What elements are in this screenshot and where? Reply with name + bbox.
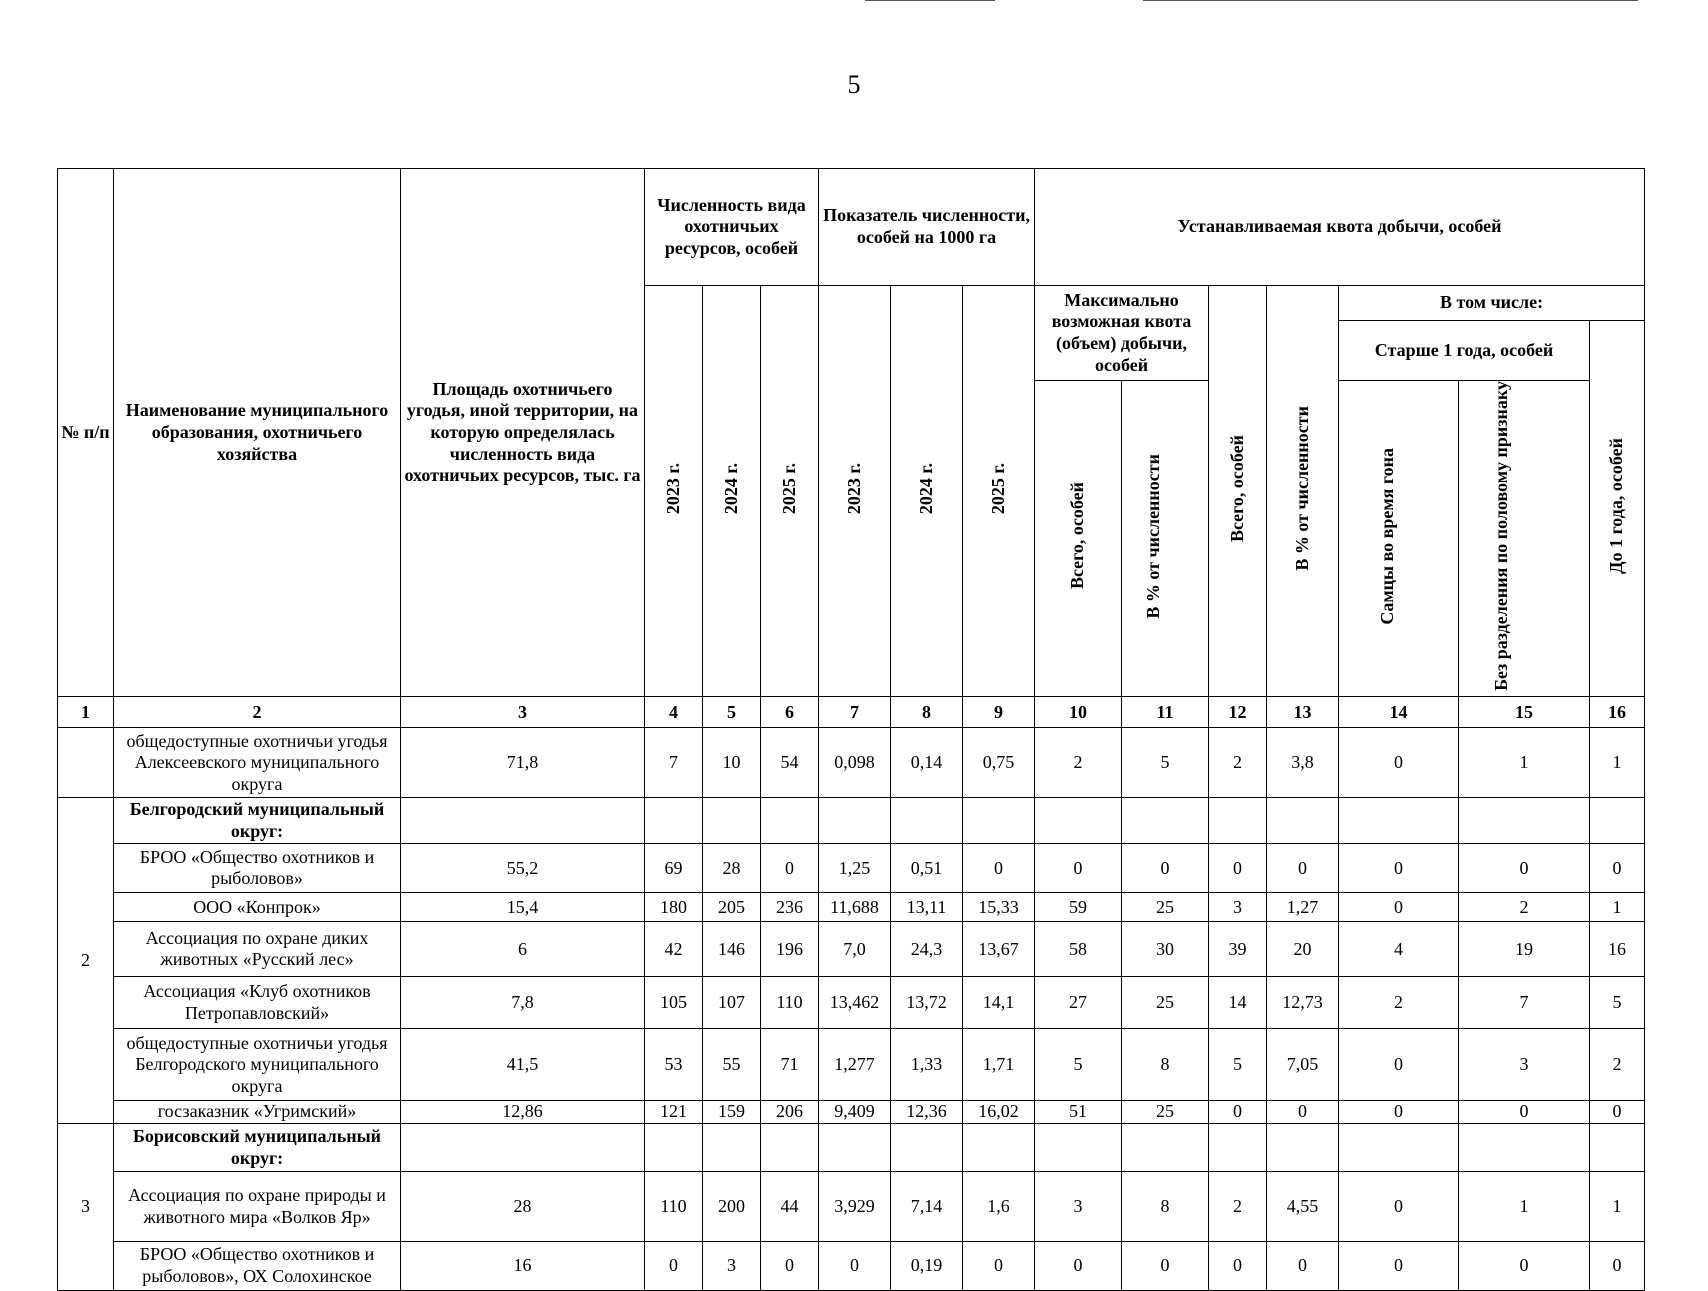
- area-cell: 6: [401, 922, 645, 977]
- count-2025-cell: 0: [761, 1242, 819, 1291]
- col-header-density-2024: 2024 г.: [891, 286, 963, 697]
- col-num: 16: [1590, 697, 1645, 728]
- density-2023-cell: 1,25: [819, 844, 891, 893]
- col-num: 13: [1267, 697, 1339, 728]
- density-2023-cell: 13,462: [819, 977, 891, 1029]
- count-2025-cell: 0: [761, 844, 819, 893]
- density-2025-cell: 0: [963, 844, 1035, 893]
- density-2023-cell: 9,409: [819, 1101, 891, 1124]
- count-2024-cell: 55: [703, 1029, 761, 1101]
- col-header-total: Всего, особей: [1209, 286, 1267, 697]
- total-cell: 0: [1209, 1242, 1267, 1291]
- area-cell: 28: [401, 1172, 645, 1242]
- area-cell: 55,2: [401, 844, 645, 893]
- nosex-cell: 1: [1459, 728, 1590, 798]
- section-heading: Белгородский муниципальный округ:: [114, 798, 401, 844]
- males-cell: 0: [1339, 1101, 1459, 1124]
- col-num: 9: [963, 697, 1035, 728]
- entity-name: БРОО «Общество охотников и рыболовов»: [114, 844, 401, 893]
- col-num: 4: [645, 697, 703, 728]
- max-pct-cell: 25: [1122, 893, 1209, 922]
- max-total-cell: 2: [1035, 728, 1122, 798]
- pct-cell: 0: [1267, 1242, 1339, 1291]
- column-number-row: [58, 697, 1645, 728]
- max-total-cell: 0: [1035, 844, 1122, 893]
- density-2023-cell: 0: [819, 1242, 891, 1291]
- max-pct-cell: 25: [1122, 977, 1209, 1029]
- table-row: [58, 922, 1645, 977]
- density-2024-cell: 0,14: [891, 728, 963, 798]
- pct-cell: 1,27: [1267, 893, 1339, 922]
- density-2024-cell: 12,36: [891, 1101, 963, 1124]
- count-2024-cell: 159: [703, 1101, 761, 1124]
- count-2025-cell: 44: [761, 1172, 819, 1242]
- under1-cell: 0: [1590, 1101, 1645, 1124]
- pct-cell: 4,55: [1267, 1172, 1339, 1242]
- density-2025-cell: 14,1: [963, 977, 1035, 1029]
- max-total-cell: 59: [1035, 893, 1122, 922]
- nosex-cell: 3: [1459, 1029, 1590, 1101]
- max-pct-cell: 30: [1122, 922, 1209, 977]
- density-2024-cell: 0,19: [891, 1242, 963, 1291]
- row-number-cell: 3: [58, 1124, 114, 1291]
- entity-name: Ассоциация «Клуб охотников Петропавловский»: [114, 977, 401, 1029]
- top-rule-right: [1143, 0, 1638, 1]
- total-cell: 3: [1209, 893, 1267, 922]
- table-row: [58, 1101, 1645, 1124]
- count-2023-cell: 7: [645, 728, 703, 798]
- entity-name: общедоступные охотничьи угодья Алексеевского муниципального округа: [114, 728, 401, 798]
- table-row: [58, 977, 1645, 1029]
- nosex-cell: 0: [1459, 1242, 1590, 1291]
- total-cell: 5: [1209, 1029, 1267, 1101]
- col-header-quota: Устанавливаемая квота добычи, особей: [1035, 169, 1645, 286]
- max-total-cell: 3: [1035, 1172, 1122, 1242]
- count-2025-cell: 54: [761, 728, 819, 798]
- max-pct-cell: 8: [1122, 1029, 1209, 1101]
- total-cell: 2: [1209, 1172, 1267, 1242]
- max-pct-cell: 5: [1122, 728, 1209, 798]
- under1-cell: 1: [1590, 728, 1645, 798]
- col-header-no: № п/п: [58, 169, 114, 697]
- males-cell: 0: [1339, 1029, 1459, 1101]
- max-total-cell: 51: [1035, 1101, 1122, 1124]
- density-2023-cell: 3,929: [819, 1172, 891, 1242]
- density-2024-cell: 7,14: [891, 1172, 963, 1242]
- density-2025-cell: 0,75: [963, 728, 1035, 798]
- pct-cell: 0: [1267, 844, 1339, 893]
- density-2025-cell: 1,71: [963, 1029, 1035, 1101]
- density-2023-cell: 0,098: [819, 728, 891, 798]
- col-num: 12: [1209, 697, 1267, 728]
- density-2025-cell: 16,02: [963, 1101, 1035, 1124]
- max-total-cell: 0: [1035, 1242, 1122, 1291]
- max-total-cell: 5: [1035, 1029, 1122, 1101]
- table-row: [58, 1029, 1645, 1101]
- total-cell: 0: [1209, 844, 1267, 893]
- max-pct-cell: 0: [1122, 1242, 1209, 1291]
- table-row: [58, 1124, 1645, 1172]
- under1-cell: 16: [1590, 922, 1645, 977]
- max-pct-cell: 25: [1122, 1101, 1209, 1124]
- count-2023-cell: 121: [645, 1101, 703, 1124]
- under1-cell: 5: [1590, 977, 1645, 1029]
- col-header-max-pct: В % от численности: [1122, 381, 1209, 697]
- count-2023-cell: 0: [645, 1242, 703, 1291]
- count-2024-cell: 107: [703, 977, 761, 1029]
- count-2023-cell: 105: [645, 977, 703, 1029]
- entity-name: БРОО «Общество охотников и рыболовов», ОХ Солохинское: [114, 1242, 401, 1291]
- col-num: 5: [703, 697, 761, 728]
- max-total-cell: 58: [1035, 922, 1122, 977]
- under1-cell: 1: [1590, 1172, 1645, 1242]
- col-header-density: Показатель численности, особей на 1000 га: [819, 169, 1035, 286]
- pct-cell: 0: [1267, 1101, 1339, 1124]
- col-header-max-total: Всего, особей: [1035, 381, 1122, 697]
- col-header-under1: До 1 года, особей: [1590, 321, 1645, 697]
- area-cell: 71,8: [401, 728, 645, 798]
- col-num: 1: [58, 697, 114, 728]
- pct-cell: 7,05: [1267, 1029, 1339, 1101]
- col-num: 3: [401, 697, 645, 728]
- count-2023-cell: 110: [645, 1172, 703, 1242]
- entity-name: Ассоциация по охране диких животных «Русский лес»: [114, 922, 401, 977]
- area-cell: 12,86: [401, 1101, 645, 1124]
- table-row: [58, 1242, 1645, 1291]
- table-row: [58, 1172, 1645, 1242]
- males-cell: 4: [1339, 922, 1459, 977]
- under1-cell: 0: [1590, 844, 1645, 893]
- col-header-pct: В % от численности: [1267, 286, 1339, 697]
- entity-name: общедоступные охотничьи угодья Белгородского муниципального округа: [114, 1029, 401, 1101]
- max-pct-cell: 8: [1122, 1172, 1209, 1242]
- count-2023-cell: 69: [645, 844, 703, 893]
- density-2025-cell: 0: [963, 1242, 1035, 1291]
- count-2024-cell: 200: [703, 1172, 761, 1242]
- count-2023-cell: 180: [645, 893, 703, 922]
- density-2025-cell: 1,6: [963, 1172, 1035, 1242]
- density-2024-cell: 13,72: [891, 977, 963, 1029]
- page-number: 5: [847, 70, 861, 99]
- row-number-cell: 2: [58, 798, 114, 1124]
- col-num: 11: [1122, 697, 1209, 728]
- area-cell: 15,4: [401, 893, 645, 922]
- col-num: 6: [761, 697, 819, 728]
- count-2024-cell: 3: [703, 1242, 761, 1291]
- count-2025-cell: 196: [761, 922, 819, 977]
- top-rule-left: [865, 0, 995, 1]
- pct-cell: 20: [1267, 922, 1339, 977]
- col-header-density-2023: 2023 г.: [819, 286, 891, 697]
- col-header-males: Самцы во время гона: [1339, 381, 1459, 697]
- entity-name: Ассоциация по охране природы и животного мира «Волков Яр»: [114, 1172, 401, 1242]
- count-2023-cell: 53: [645, 1029, 703, 1101]
- col-header-older: Старше 1 года, особей: [1339, 321, 1590, 381]
- density-2025-cell: 15,33: [963, 893, 1035, 922]
- males-cell: 2: [1339, 977, 1459, 1029]
- total-cell: 14: [1209, 977, 1267, 1029]
- table-row: [58, 798, 1645, 844]
- count-2025-cell: 236: [761, 893, 819, 922]
- col-header-density-2025: 2025 г.: [963, 286, 1035, 697]
- col-num: 14: [1339, 697, 1459, 728]
- area-cell: 16: [401, 1242, 645, 1291]
- area-cell: 41,5: [401, 1029, 645, 1101]
- col-header-count-2024: 2024 г.: [703, 286, 761, 697]
- density-2024-cell: 1,33: [891, 1029, 963, 1101]
- area-cell: 7,8: [401, 977, 645, 1029]
- table-row: [58, 728, 1645, 798]
- col-num: 10: [1035, 697, 1122, 728]
- density-2023-cell: 7,0: [819, 922, 891, 977]
- males-cell: 0: [1339, 893, 1459, 922]
- count-2025-cell: 110: [761, 977, 819, 1029]
- section-heading: Борисовский муниципальный округ:: [114, 1124, 401, 1172]
- count-2024-cell: 205: [703, 893, 761, 922]
- count-2025-cell: 71: [761, 1029, 819, 1101]
- nosex-cell: 1: [1459, 1172, 1590, 1242]
- nosex-cell: 0: [1459, 844, 1590, 893]
- col-header-max-quota: Максимально возможная квота (объем) добычи, особей: [1035, 286, 1209, 381]
- density-2024-cell: 0,51: [891, 844, 963, 893]
- count-2023-cell: 42: [645, 922, 703, 977]
- max-total-cell: 27: [1035, 977, 1122, 1029]
- under1-cell: 2: [1590, 1029, 1645, 1101]
- pct-cell: 3,8: [1267, 728, 1339, 798]
- nosex-cell: 2: [1459, 893, 1590, 922]
- count-2024-cell: 146: [703, 922, 761, 977]
- nosex-cell: 7: [1459, 977, 1590, 1029]
- quota-table: [57, 168, 1645, 1291]
- entity-name: госзаказник «Угримский»: [114, 1101, 401, 1124]
- max-pct-cell: 0: [1122, 844, 1209, 893]
- males-cell: 0: [1339, 844, 1459, 893]
- row-number-cell: [58, 728, 114, 798]
- table-row: [58, 844, 1645, 893]
- col-header-count-2023: 2023 г.: [645, 286, 703, 697]
- count-2024-cell: 10: [703, 728, 761, 798]
- density-2025-cell: 13,67: [963, 922, 1035, 977]
- count-2025-cell: 206: [761, 1101, 819, 1124]
- col-header-including: В том числе:: [1339, 286, 1645, 321]
- col-num: 8: [891, 697, 963, 728]
- males-cell: 0: [1339, 1172, 1459, 1242]
- col-header-nosex: Без разделения по половому признаку: [1459, 381, 1590, 697]
- entity-name: ООО «Конпрок»: [114, 893, 401, 922]
- nosex-cell: 19: [1459, 922, 1590, 977]
- density-2023-cell: 11,688: [819, 893, 891, 922]
- total-cell: 0: [1209, 1101, 1267, 1124]
- under1-cell: 1: [1590, 893, 1645, 922]
- col-header-count: Численность вида охотничьих ресурсов, особей: [645, 169, 819, 286]
- total-cell: 2: [1209, 728, 1267, 798]
- col-header-name: Наименование муниципального образования, охотничьего хозяйства: [114, 169, 401, 697]
- pct-cell: 12,73: [1267, 977, 1339, 1029]
- under1-cell: 0: [1590, 1242, 1645, 1291]
- table-row: [58, 893, 1645, 922]
- males-cell: 0: [1339, 1242, 1459, 1291]
- col-header-area: Площадь охотничьего угодья, иной территории, на которую определялась численность вида охотничьих ресурсов, тыс. га: [401, 169, 645, 697]
- nosex-cell: 0: [1459, 1101, 1590, 1124]
- count-2024-cell: 28: [703, 844, 761, 893]
- col-header-count-2025: 2025 г.: [761, 286, 819, 697]
- density-2024-cell: 13,11: [891, 893, 963, 922]
- density-2024-cell: 24,3: [891, 922, 963, 977]
- males-cell: 0: [1339, 728, 1459, 798]
- col-num: 7: [819, 697, 891, 728]
- col-num: 15: [1459, 697, 1590, 728]
- total-cell: 39: [1209, 922, 1267, 977]
- col-num: 2: [114, 697, 401, 728]
- density-2023-cell: 1,277: [819, 1029, 891, 1101]
